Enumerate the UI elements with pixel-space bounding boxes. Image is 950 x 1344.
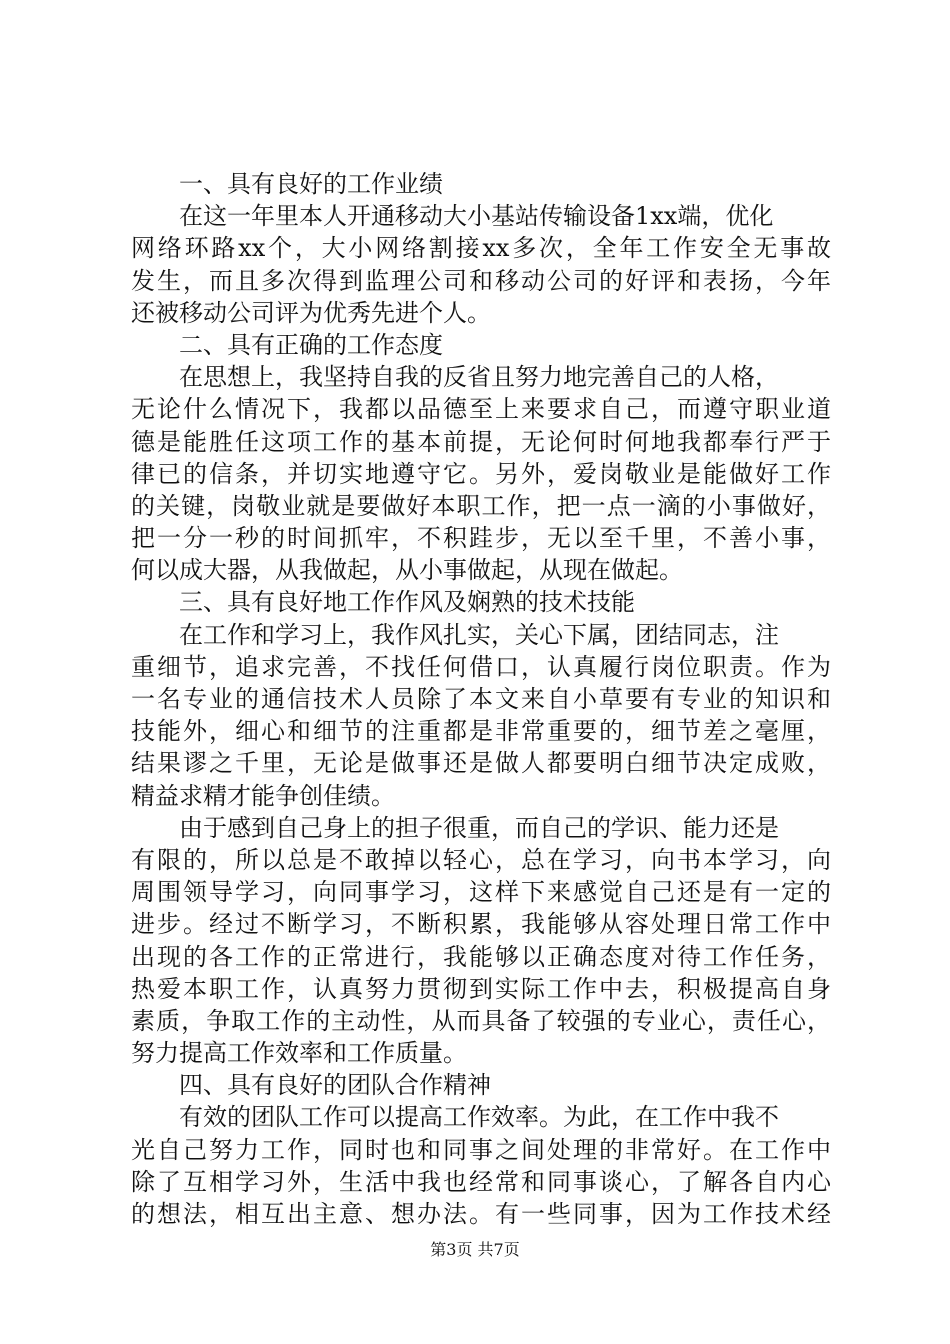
paragraph-line: 技能外，细心和细节的注重都是非常重要的，细节差之毫厘， — [131, 717, 831, 746]
section-heading: 四、具有良好的团队合作精神 — [179, 1071, 491, 1100]
paragraph-line: 素质，争取工作的主动性，从而具备了较强的专业心，责任心， — [131, 1006, 831, 1035]
paragraph-line: 热爱本职工作，认真努力贯彻到实际工作中去，积极提高自身 — [131, 974, 831, 1003]
paragraph-line: 的想法，相互出主意、想办法。有一些同事，因为工作技术经 — [131, 1200, 831, 1228]
paragraph-line: 把一分一秒的时间抓牢，不积跬步，无以至千里，不善小事， — [131, 524, 831, 553]
paragraph-line: 光自己努力工作，同时也和同事之间处理的非常好。在工作中 — [131, 1135, 831, 1164]
document-body — [131, 168, 831, 1230]
paragraph-line: 在这一年里本人开通移动大小基站传输设备1xx端，优化 — [179, 202, 774, 231]
section-heading: 三、具有良好地工作作风及娴熟的技术技能 — [179, 588, 635, 617]
paragraph-line: 除了互相学习外，生活中我也经常和同事谈心，了解各自内心 — [131, 1167, 831, 1196]
paragraph-line: 在工作和学习上，我作风扎实，关心下属，团结同志，注 — [179, 620, 779, 649]
paragraph-line: 精益求精才能争创佳绩。 — [131, 781, 395, 810]
paragraph-line: 发生，而且多次得到监理公司和移动公司的好评和表扬，今年 — [131, 266, 831, 295]
paragraph-line: 有效的团队工作可以提高工作效率。为此，在工作中我不 — [179, 1103, 779, 1132]
section-heading: 一、具有良好的工作业绩 — [179, 170, 443, 198]
paragraph-line: 周围领导学习，向同事学习，这样下来感觉自己还是有一定的 — [131, 878, 831, 907]
paragraph-line: 努力提高工作效率和工作质量。 — [131, 1039, 467, 1068]
paragraph-line: 结果谬之千里，无论是做事还是做人都要明白细节决定成败， — [131, 749, 831, 778]
paragraph-line: 德是能胜任这项工作的基本前提，无论何时何地我都奉行严于 — [131, 427, 831, 456]
paragraph-line: 进步。经过不断学习，不断积累，我能够从容处理日常工作中 — [131, 910, 831, 939]
paragraph-line: 有限的，所以总是不敢掉以轻心，总在学习，向书本学习，向 — [131, 845, 831, 874]
section-heading: 二、具有正确的工作态度 — [179, 330, 443, 359]
paragraph-line: 网络环路xx个，大小网络割接xx多次，全年工作安全无事故 — [131, 234, 831, 263]
paragraph-line: 何以成大器，从我做起，从小事做起，从现在做起。 — [131, 556, 683, 585]
paragraph-line: 重细节，追求完善，不找任何借口，认真履行岗位职责。作为 — [131, 652, 831, 681]
page-footer: 第3页 共7页 — [430, 1240, 520, 1259]
paragraph-line: 一名专业的通信技术人员除了本文来自小草要有专业的知识和 — [131, 685, 831, 713]
paragraph-line: 出现的各工作的正常进行，我能够以正确态度对待工作任务， — [131, 942, 831, 971]
paragraph-line: 无论什么情况下，我都以品德至上来要求自己，而遵守职业道 — [131, 395, 831, 424]
paragraph-line: 律已的信条，并切实地遵守它。另外，爱岗敬业是能做好工作 — [131, 459, 831, 488]
paragraph-line: 还被移动公司评为优秀先进个人。 — [131, 298, 491, 327]
paragraph-line: 在思想上，我坚持自我的反省且努力地完善自己的人格， — [179, 363, 779, 392]
paragraph-line: 的关键，岗敬业就是要做好本职工作，把一点一滴的小事做好， — [131, 491, 831, 520]
paragraph-line: 由于感到自己身上的担子很重，而自己的学识、能力还是 — [179, 813, 779, 842]
